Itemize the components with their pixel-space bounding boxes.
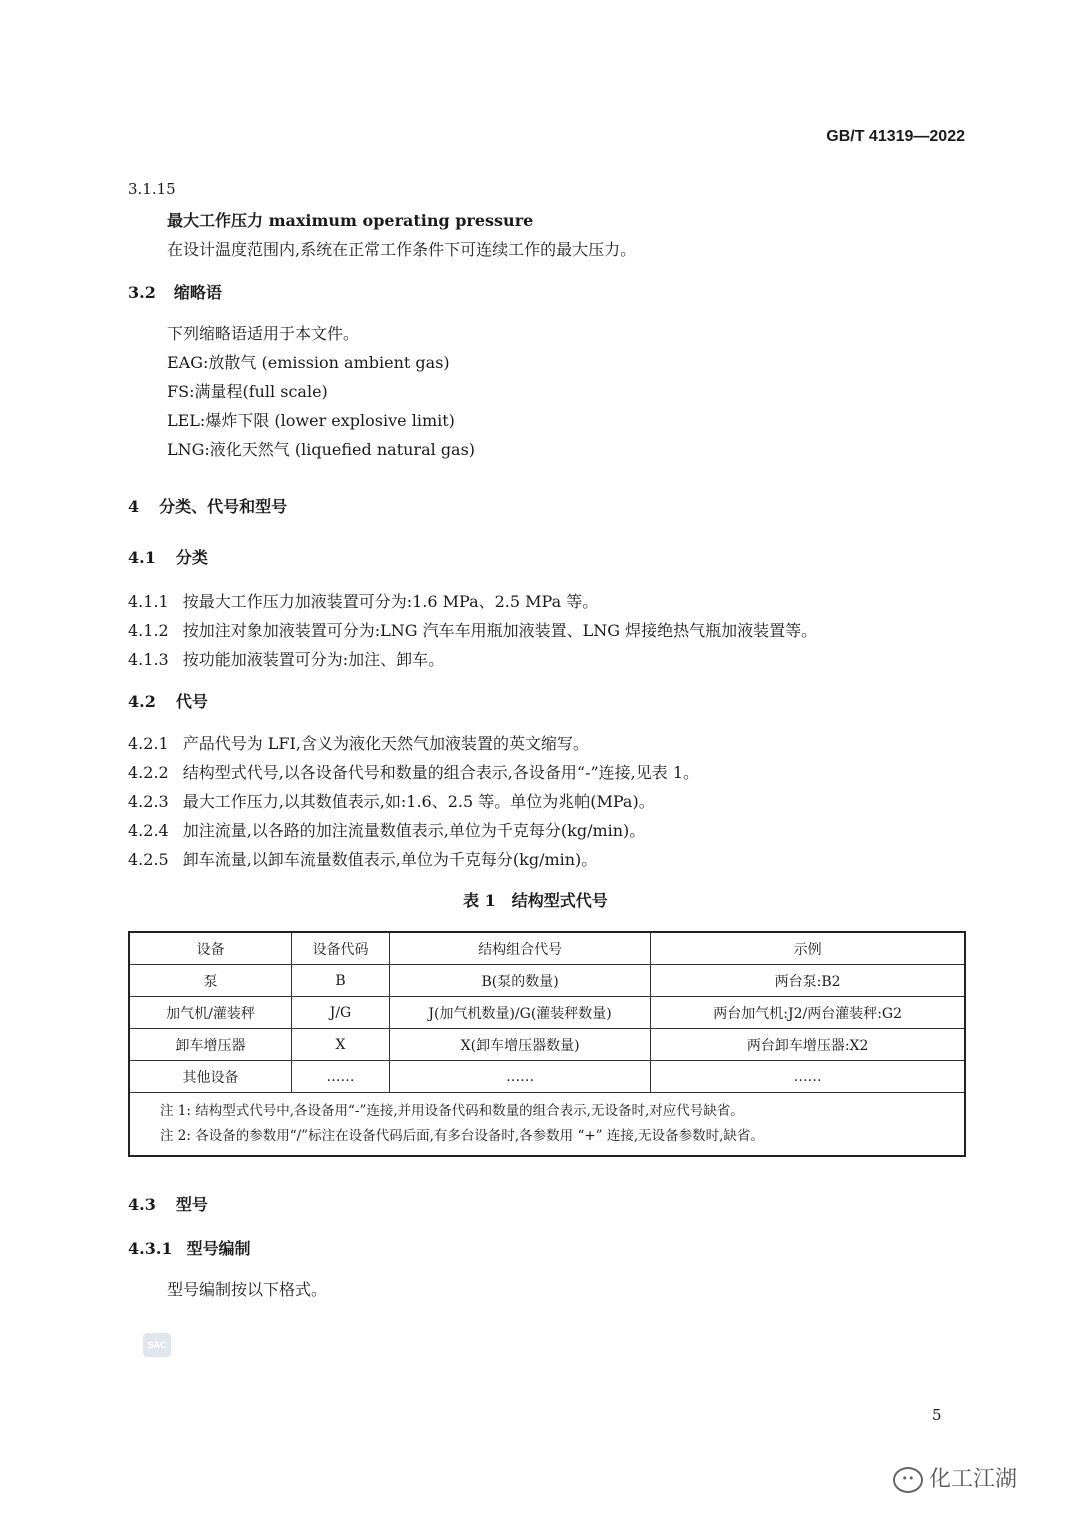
table-row [129,965,965,997]
header-cell: 结构组合代号 [389,932,650,965]
table-cell: 两台泵:B2 [651,965,965,997]
table-cell: X(卸车增压器数量) [389,1029,650,1061]
watermark-text: 化工江湖 [929,1467,1018,1492]
header-cell: 设备 [129,932,292,965]
clause-number-3-1-15: 3.1.15 [128,180,176,198]
clause-4-2-5: 4.2.5 卸车流量,以卸车流量数值表示,单位为千克每分(kg/min)。 [128,850,598,869]
section-number: 4.1 [128,548,156,567]
abbrev-item: LEL:爆炸下限 (lower explosive limit) [167,411,455,430]
table-cell: 两台卸车增压器:X2 [651,1029,965,1061]
section-number: 4.3 [128,1195,156,1214]
section-number: 3.2 [128,283,156,302]
section-title: 型号 [175,1195,208,1214]
table-cell: 加气机/灌装秤 [129,997,292,1029]
clause-4-1-1: 4.1.1 按最大工作压力加液装置可分为:1.6 MPa、2.5 MPa 等。 [128,592,599,611]
clause-4-1-3: 4.1.3 按功能加液装置可分为:加注、卸车。 [128,650,445,669]
section-4-1-heading [128,545,208,568]
page-number: 5 [932,1406,942,1424]
table-cell: 泵 [129,965,292,997]
wechat-watermark [893,1462,1017,1493]
table-notes [129,1093,965,1157]
clause-4-2-2: 4.2.2 结构型式代号,以各设备代号和数量的组合表示,各设备用“-”连接,见表 1。 [128,763,700,782]
abbrev-item: EAG:放散气 (emission ambient gas) [167,353,450,372]
abbrev-intro: 下列缩略语适用于本文件。 [167,324,360,343]
table-cell: …… [389,1061,650,1093]
section-number: 4.2 [128,692,156,711]
abbrev-item: FS:满量程(full scale) [167,382,328,401]
table-cell: …… [651,1061,965,1093]
sac-logo: SAC [143,1333,171,1357]
structure-code-table [128,931,966,1157]
term-definition: 在设计温度范围内,系统在正常工作条件下可连续工作的最大压力。 [167,240,637,259]
wechat-icon: •• [893,1467,923,1493]
model-format-text: 型号编制按以下格式。 [167,1280,328,1299]
clause-4-2-3: 4.2.3 最大工作压力,以其数值表示,如:1.6、2.5 等。单位为兆帕(MPa)。 [128,792,655,811]
clause-4-2-4: 4.2.4 加注流量,以各路的加注流量数值表示,单位为千克每分(kg/min)。 [128,821,646,840]
section-title: 分类 [175,548,208,567]
section-4-3-1-heading [128,1236,251,1259]
section-4-3-heading [128,1192,208,1215]
table-note: 注 2: 各设备的参数用“/”标注在设备代码后面,有多台设备时,各参数用 “+” 连接,无设备参数时,缺省。 [160,1128,764,1144]
section-title: 分类、代号和型号 [159,497,288,516]
section-title: 型号编制 [186,1239,251,1258]
table-row [129,997,965,1029]
section-number: 4 [128,497,140,516]
table-cell: B(泵的数量) [389,965,650,997]
header-cell: 示例 [651,932,965,965]
term-title: 最大工作压力 maximum operating pressure [167,211,534,230]
table-cell: …… [292,1061,390,1093]
section-4-heading [128,494,287,517]
table-cell: J/G [292,997,390,1029]
table-cell: X [292,1029,390,1061]
table-header-row [129,932,965,965]
abbrev-item: LNG:液化天然气 (liquefied natural gas) [167,440,476,459]
clause-4-1-2: 4.1.2 按加注对象加液装置可分为:LNG 汽车车用瓶加液装置、LNG 焊接绝热气瓶加液装置等。 [128,621,818,640]
table-cell: J(加气机数量)/G(灌装秤数量) [389,997,650,1029]
section-4-2-heading [128,689,208,712]
table-row [129,1029,965,1061]
clause-4-2-1: 4.2.1 产品代号为 LFI,含义为液化天然气加液装置的英文缩写。 [128,734,589,753]
table-cell: 卸车增压器 [129,1029,292,1061]
header-cell: 设备代码 [292,932,390,965]
table-note: 注 1: 结构型式代号中,各设备用“-”连接,并用设备代码和数量的组合表示,无设备时,对应代号缺省。 [160,1103,744,1119]
table-caption: 表 1 结构型式代号 [463,891,608,910]
section-title: 代号 [175,692,208,711]
table-row [129,1061,965,1093]
section-3-2-heading [128,280,222,303]
table-cell: 其他设备 [129,1061,292,1093]
standard-number: GB/T 41319—2022 [826,128,965,145]
table-cell: B [292,965,390,997]
section-number: 4.3.1 [128,1239,173,1258]
table-cell: 两台加气机:J2/两台灌装秤:G2 [651,997,965,1029]
section-title: 缩略语 [173,283,222,302]
table-notes-row [129,1093,965,1157]
